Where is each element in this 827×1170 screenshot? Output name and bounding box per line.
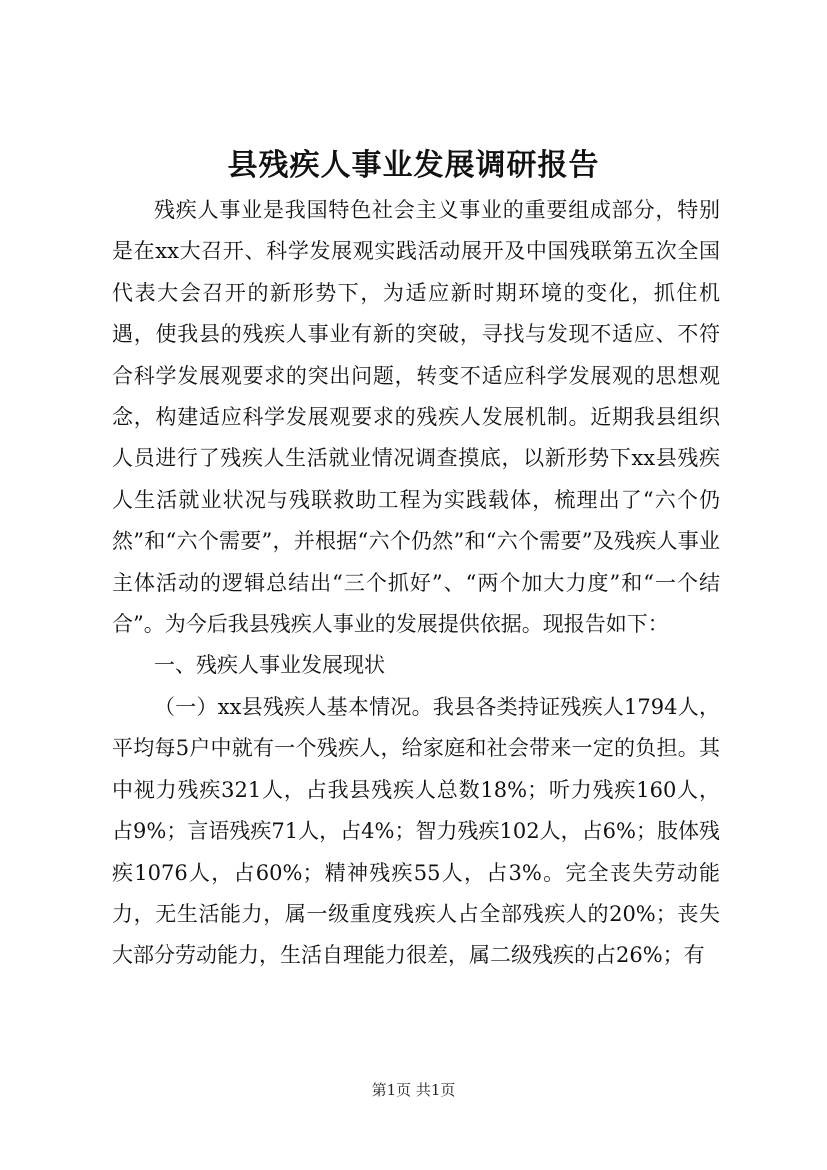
section-heading: 一、残疾人事业发展现状: [154, 653, 385, 678]
basic-situation-paragraph: （一）xx县残疾人基本情况。我县各类持证残疾人1794人，平均每5户中就有一个残疾人，给家庭和社会带来一定的负担。其中视力残疾321人，占我县残疾人总数18%；听力残疾160人，占9%；言语残疾71人，占4%；智力残疾102人，占6%；肢体残疾1076人，占60%；精神残疾55人，占3%。完全丧失劳动能力，无生活能力，属一级重度残疾人占全部残疾人的20%；丧失大部分劳动能力，生活自理能力很差，属二级残疾的占26%；有: [112, 694, 720, 968]
document-body: [112, 190, 720, 977]
page-footer: 第1页 共1页: [371, 1081, 456, 1099]
intro-paragraph: 残疾人事业是我国特色社会主义事业的重要组成部分，特别是在xx大召开、科学发展观实践活动展开及中国残联第五次全国代表大会召开的新形势下，为适应新时期环境的变化，抓住机遇，使我县的残疾人事业有新的突破，寻找与发现不适应、不符合科学发展观要求的突出问题，转变不适应科学发展观的思想观念，构建适应科学发展观要求的残疾人发展机制。近期我县组织人员进行了残疾人生活就业情况调查摸底，以新形势下xx县残疾人生活就业状况与残联救助工程为实践载体，梳理出了“六个仍然”和“六个需要”，并根据“六个仍然”和“六个需要”及残疾人事业主体活动的逻辑总结出“三个抓好”、“两个加大力度”和“一个结合”。为今后我县残疾人事业的发展提供依据。现报告如下：: [112, 198, 720, 637]
document-title: 县残疾人事业发展调研报告: [227, 148, 600, 183]
